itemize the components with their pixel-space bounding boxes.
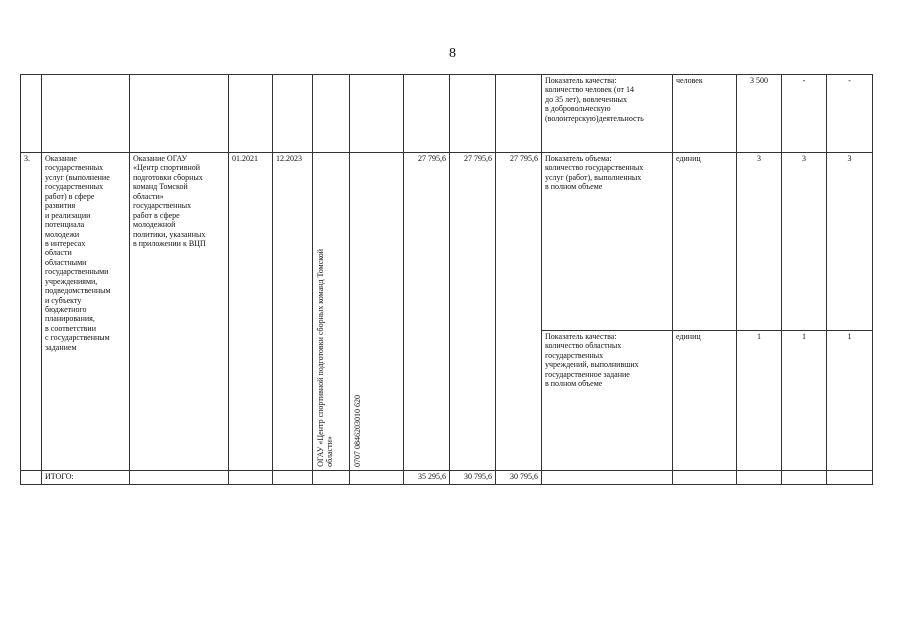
page-number: 8	[449, 46, 456, 61]
unit-cell: единиц	[673, 153, 737, 331]
value-cell: -	[827, 75, 873, 153]
activity-description: Оказание ОГАУ «Центр спортивной подготовки сборных команд Томской области» государственных работ в сфере молодежной политики, указанных в приложении к ВЦП	[130, 153, 229, 471]
budget-code-cell	[350, 153, 404, 471]
activity-name: Оказание государственных услуг (выполнение государственных работ) в сфере развития и реализации потенциала молодежи в интересах области областными государственными учреждениями, подведомственным и субъекту бюджетного планирования, в соответствии с государственным заданием	[42, 153, 130, 471]
amount-cell: 27 795,6	[496, 153, 542, 471]
total-row	[21, 471, 873, 485]
row-number: 3.	[21, 153, 42, 471]
value-cell: 1	[827, 331, 873, 471]
executor-cell	[313, 153, 350, 471]
table-row	[21, 153, 873, 331]
amount-cell: 27 795,6	[404, 153, 450, 471]
table-row	[21, 75, 873, 153]
amount-cell: 27 795,6	[450, 153, 496, 471]
executor-text: ОГАУ «Центр спортивной подготовки сборных команд Томской области»	[316, 248, 335, 467]
start-date: 01.2021	[229, 153, 273, 471]
unit-cell: человек	[673, 75, 737, 153]
indicator-cell: Показатель качества: количество человек (от 14 до 35 лет), вовлеченных в добровольческую (волонтерскую)деятельность	[542, 75, 673, 153]
value-cell: 3	[737, 153, 782, 331]
total-amount: 30 795,6	[450, 471, 496, 485]
value-cell: 3	[827, 153, 873, 331]
value-cell: 3 500	[737, 75, 782, 153]
total-label: ИТОГО:	[42, 471, 130, 485]
total-amount: 30 795,6	[496, 471, 542, 485]
budget-code-text: 0707 0846203010 620	[353, 394, 362, 467]
indicator-cell: Показатель объема: количество государственных услуг (работ), выполненных в полном объеме	[542, 153, 673, 331]
value-cell: 1	[737, 331, 782, 471]
end-date: 12.2023	[273, 153, 313, 471]
program-table	[20, 74, 873, 485]
unit-cell: единиц	[673, 331, 737, 471]
indicator-cell: Показатель качества: количество областных государственных учреждений, выполнивших государственное задание в полном объеме	[542, 331, 673, 471]
value-cell: 3	[782, 153, 827, 331]
total-amount: 35 295,6	[404, 471, 450, 485]
value-cell: -	[782, 75, 827, 153]
value-cell: 1	[782, 331, 827, 471]
